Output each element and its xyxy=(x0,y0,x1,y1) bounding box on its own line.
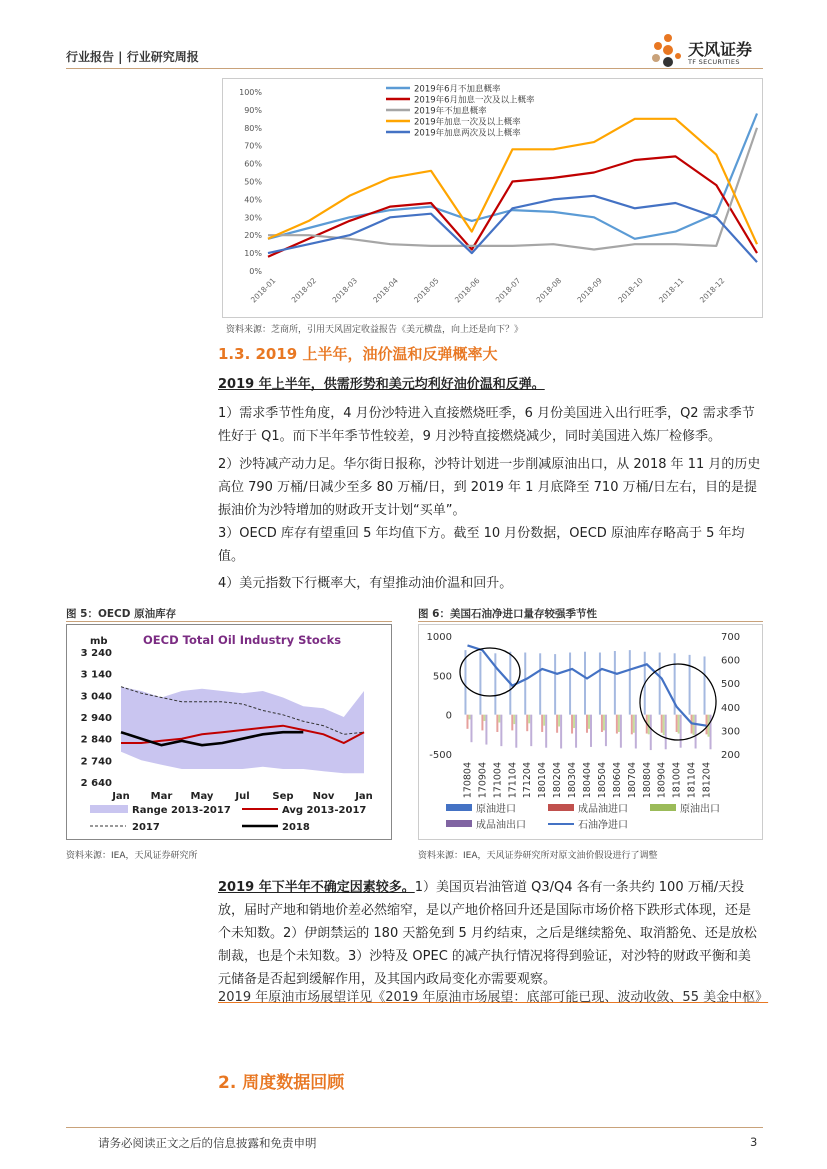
chart3-ytick-right: 200 xyxy=(721,750,741,761)
chart2-xtick: Nov xyxy=(312,791,335,802)
chart2-ytick: 3 240 xyxy=(80,648,112,659)
chart2-xtick: Jul xyxy=(235,791,250,802)
chart3-ytick-left: 500 xyxy=(432,671,452,683)
chart3-xtick: 171204 xyxy=(522,762,534,799)
chart1-ytick: 20% xyxy=(244,231,262,241)
chart2-legend-avg: Avg 2013-2017 xyxy=(282,805,367,816)
chart1-source: 资料来源：芝商所，引用天风固定收益报告《美元横盘，向上还是向下？》 xyxy=(226,325,524,335)
figure6-caption: 图 6：美国石油净进口量存较强季节性 xyxy=(418,608,597,620)
figure6-source: 资料来源：IEA，天风证券研究所对原文油价假设进行了调整 xyxy=(418,851,658,861)
chart2-ytick: 2 640 xyxy=(80,778,112,789)
chart1-series-line xyxy=(268,128,757,250)
chart1-xtick: 2018-08 xyxy=(534,276,564,305)
chart1-xtick: 2018-03 xyxy=(330,276,360,305)
chart1-xtick: 2018-01 xyxy=(248,276,278,305)
chart3-legend-label: 石油净进口 xyxy=(578,820,628,831)
chart2-ytick: 3 140 xyxy=(80,669,112,681)
chart3-xtick: 180104 xyxy=(537,762,549,799)
chart3-ytick-right: 700 xyxy=(721,632,741,643)
chart3-ytick-left: 0 xyxy=(445,710,452,722)
chart3-xtick: 180404 xyxy=(582,762,593,799)
paragraph-oecd: 3）OECD 库存有望重回 5 年均值下方。截至 10 月份数据，OECD 原油库存略高于 5 年均值。 xyxy=(218,526,745,564)
paragraph-saudi: 2）沙特减产动力足。华尔街日报称，沙特计划进一步削减原油出口，从 2018 年 11 月的历史高位 790 万桶/日减少至多 80 万桶/日，到 2019 年 1 月底降至 710 万桶/日左右，目的是提振油价为沙特增加的财政开支计划“买单”。 xyxy=(218,457,761,518)
chart2-legend-2018: 2018 xyxy=(282,822,310,833)
chart1-ytick: 70% xyxy=(244,141,262,151)
chart3-ytick-left: 1000 xyxy=(426,632,452,643)
chart1-legend-label: 2019年加息一次及以上概率 xyxy=(414,117,521,128)
header-rule xyxy=(66,68,763,69)
chart2-ytick: 2 740 xyxy=(80,756,112,768)
chart1-xtick: 2018-12 xyxy=(697,276,727,305)
section-2-title: 2. 周度数据回顾 xyxy=(218,1073,345,1093)
chart3-legend-label: 原油进口 xyxy=(476,804,516,815)
figure6-rule xyxy=(418,621,763,622)
second-half-body: 1）美国页岩油管道 Q3/Q4 各有一条共约 100 万桶/天投放，届时产地和销地价差必然缩窄，是以产地价格回升还是国际市场价格下跌形式体现，还是个未知数。2）伊朗禁运的 180 天豁免到 5 月约结束，之后是继续豁免、取消豁免、还是放松制裁，也是个未知数。3）沙特及 OPEC 的减产执行情况将得到验证，对沙特的财政平衡和美元储备是否起到缓解作用，及其国内政局变化亦需要观察。 xyxy=(218,880,757,987)
chart3-xtick: 180504 xyxy=(596,762,608,799)
chart1-xtick: 2018-04 xyxy=(371,276,400,305)
chart1-ytick: 10% xyxy=(244,249,262,259)
chart1-xtick: 2018-10 xyxy=(616,276,645,305)
outlook-link[interactable]: 2019 年原油市场展望详见《2019 年原油市场展望：底部可能已现、波动收敛、55 美金中枢》 xyxy=(218,990,769,1005)
chart2-ytick: 3 040 xyxy=(80,691,112,703)
chart3-xtick: 170904 xyxy=(477,762,489,799)
chart1-legend-label: 2019年6月不加息概率 xyxy=(414,84,501,95)
chart2-legend-2017: 2017 xyxy=(132,822,160,833)
chart2-legend-range: Range 2013-2017 xyxy=(132,805,231,816)
paragraph-dollar: 4）美元指数下行概率大，有望推动油价温和回升。 xyxy=(218,576,513,591)
chart3-xtick: 180804 xyxy=(641,762,653,799)
chart2-title: OECD Total Oil Industry Stocks xyxy=(143,633,342,647)
logo-subtitle: TF SECURITIES xyxy=(688,58,740,66)
chart3-xtick: 181204 xyxy=(701,762,713,799)
chart3-legend-swatch xyxy=(650,804,676,811)
chart2-xtick: Mar xyxy=(150,791,173,802)
footer-disclaimer: 请务必阅读正文之后的信息披露和免责申明 xyxy=(98,1136,317,1150)
paragraph-second-half xyxy=(218,876,763,991)
chart3-xtick: 170804 xyxy=(462,762,474,799)
chart3-xtick: 181004 xyxy=(671,762,683,799)
chart1-ytick: 40% xyxy=(244,195,262,205)
chart3-ytick-right: 600 xyxy=(721,655,741,667)
chart3-xtick: 171004 xyxy=(492,762,504,799)
chart3-xtick: 181104 xyxy=(686,762,698,799)
chart3-ytick-right: 400 xyxy=(721,702,741,714)
chart1-ytick: 80% xyxy=(244,123,262,133)
oecd-stocks-chart xyxy=(66,624,392,840)
section-1-3-subhead: 2019 年上半年，供需形势和美元均利好油价温和反弹。 xyxy=(218,377,545,392)
chart3-ytick-right: 300 xyxy=(721,726,741,738)
chart1-legend-label: 2019年6月加息一次及以上概率 xyxy=(414,95,535,106)
section-1-3-title: 1.3. 2019 上半年，油价温和反弹概率大 xyxy=(218,345,498,363)
chart2-ytick: 2 840 xyxy=(80,734,112,746)
chart3-xtick: 180304 xyxy=(567,762,579,799)
chart2-xtick: May xyxy=(190,791,214,802)
chart3-legend-swatch xyxy=(548,804,574,811)
paragraph-demand: 1）需求季节性角度，4 月份沙特进入直接燃烧旺季，6 月份美国进入出行旺季，Q2 需求季节性好于 Q1。而下半年季节性较差，9 月沙特直接燃烧减少，同时美国进入炼厂检修季。 xyxy=(218,406,755,444)
chart3-legend-swatch xyxy=(446,804,472,811)
chart3-ytick-right: 500 xyxy=(721,679,741,691)
chart1-xtick: 2018-11 xyxy=(657,276,686,305)
chart3-legend-label: 原油出口 xyxy=(680,804,720,815)
chart3-net-import-line xyxy=(468,645,707,725)
footer-rule xyxy=(66,1127,763,1128)
logo-icon xyxy=(648,30,688,70)
chart3-highlight-ellipse xyxy=(625,649,731,755)
us-net-import-chart xyxy=(418,624,763,840)
chart3-xtick: 180204 xyxy=(552,762,564,799)
chart1-xtick: 2018-05 xyxy=(412,276,441,305)
rate-probability-chart xyxy=(222,78,763,318)
chart1-ytick: 30% xyxy=(244,213,262,223)
chart1-xtick: 2018-07 xyxy=(493,276,523,305)
chart1-ytick: 100% xyxy=(239,88,262,97)
chart2-xtick: Jan xyxy=(355,791,373,802)
chart1-xtick: 2018-06 xyxy=(452,276,482,305)
chart3-xtick: 180604 xyxy=(611,762,623,799)
chart3-xtick: 171104 xyxy=(507,762,519,799)
chart2-ytick: 2 940 xyxy=(80,713,112,724)
chart3-ytick-left: -500 xyxy=(429,750,452,761)
chart1-xtick: 2018-09 xyxy=(575,276,604,305)
figure5-source: 资料来源：IEA，天风证券研究所 xyxy=(66,851,198,861)
logo-name: 天风证券 xyxy=(688,40,753,59)
chart1-ytick: 60% xyxy=(244,159,262,169)
chart1-ytick: 50% xyxy=(244,177,262,187)
chart1-legend-label: 2019年不加息概率 xyxy=(414,106,487,117)
chart2-unit: mb xyxy=(90,636,108,647)
chart2-legend-range-swatch xyxy=(90,805,128,813)
header-breadcrumb: 行业报告 | 行业研究周报 xyxy=(66,50,199,64)
chart3-legend-label: 成品油出口 xyxy=(476,820,526,831)
figure5-rule xyxy=(66,621,392,622)
chart1-ytick: 0% xyxy=(249,267,262,276)
chart3-legend-label: 成品油进口 xyxy=(578,804,628,815)
chart3-xtick: 180904 xyxy=(656,762,668,799)
chart1-ytick: 90% xyxy=(244,105,262,115)
chart2-xtick: Sep xyxy=(272,791,294,802)
chart3-xtick: 180704 xyxy=(626,762,638,799)
figure5-caption: 图 5：OECD 原油库存 xyxy=(66,608,177,620)
chart2-xtick: Jan xyxy=(112,791,130,802)
second-half-lead: 2019 年下半年不确定因素较多。 xyxy=(218,880,415,895)
chart1-xtick: 2018-02 xyxy=(289,276,319,305)
chart3-legend-swatch xyxy=(446,820,472,827)
chart1-legend-label: 2019年加息两次及以上概率 xyxy=(414,128,521,139)
page-number: 3 xyxy=(750,1135,758,1149)
